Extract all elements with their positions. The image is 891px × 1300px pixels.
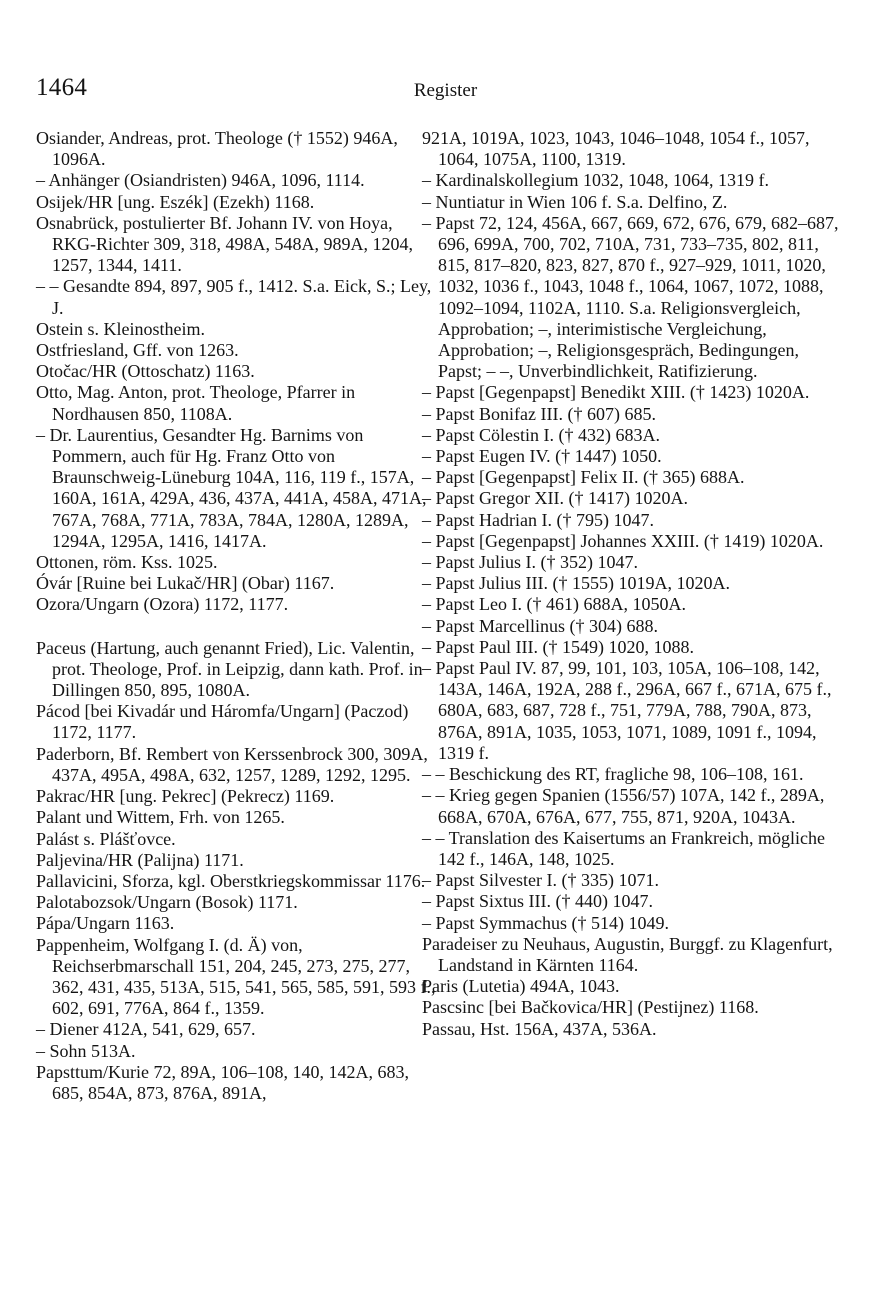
index-entry: – – Gesandte 894, 897, 905 f., 1412. S.a. Eick, S.; Ley, J. [36, 276, 432, 318]
index-entry: Otočac/HR (Ottoschatz) 1163. [36, 361, 255, 382]
index-entry: – Papst Leo I. († 461) 688A, 1050A. [422, 594, 686, 615]
index-entry: Palotabozsok/Ungarn (Bosok) 1171. [36, 892, 298, 913]
index-entry: Paceus (Hartung, auch genannt Fried), Lic. Valentin, prot. Theologe, Prof. in Leipzig, dann kath. Prof. in Dillingen 850, 895, 1080A. [36, 637, 423, 701]
index-entry: – Sohn 513A. [36, 1040, 136, 1061]
index-entry: – – Beschickung des RT, fragliche 98, 106–108, 161. [422, 764, 804, 785]
index-entry: Óvár [Ruine bei Lukač/HR] (Obar) 1167. [36, 573, 335, 594]
index-entry: Paradeiser zu Neuhaus, Augustin, Burggf. zu Klagenfurt, Landstand in Kärnten 1164. [422, 933, 833, 975]
index-entry: – Papst Cölestin I. († 432) 683A. [422, 424, 660, 445]
right-column [422, 128, 842, 1040]
index-entry: Osnabrück, postulierter Bf. Johann IV. von Hoya, RKG-Richter 309, 318, 498A, 548A, 989A, 1204, 1257, 1344, 1411. [36, 212, 413, 276]
index-entry: – Papst [Gegenpapst] Felix II. († 365) 688A. [422, 467, 745, 488]
index-entry: Ostein s. Kleinostheim. [36, 318, 205, 339]
index-entry: – Papst Sixtus III. († 440) 1047. [422, 891, 653, 912]
index-entry: – Papst Silvester I. († 335) 1071. [422, 870, 659, 891]
index-entry: – Kardinalskollegium 1032, 1048, 1064, 1319 f. [422, 170, 769, 191]
index-entry: Ozora/Ungarn (Ozora) 1172, 1177. [36, 594, 289, 615]
index-entry: Pascsinc [bei Bačkovica/HR] (Pestijnez) 1168. [422, 997, 759, 1018]
index-entry: Osijek/HR [ung. Eszék] (Ezekh) 1168. [36, 191, 315, 212]
index-entry: Paljevina/HR (Palijna) 1171. [36, 849, 244, 870]
index-entry: – Papst Paul IV. 87, 99, 101, 103, 105A, 106–108, 142, 143A, 146A, 192A, 288 f., 296A, 667 f., 671A, 675 f., 680A, 683, 687, 728 f., 751, 779A, 788, 790A, 873, 876A, 891A, 1035, 1053, 1071, 1089, 1091 f., 1094, 1319 f. [422, 658, 832, 763]
index-entry: 921A, 1019A, 1023, 1043, 1046–1048, 1054 f., 1057, 1064, 1075A, 1100, 1319. [422, 128, 810, 170]
index-entry: Ostfriesland, Gff. von 1263. [36, 340, 239, 361]
index-entry: – Papst Julius III. († 1555) 1019A, 1020A. [422, 573, 730, 594]
index-entry: – Diener 412A, 541, 629, 657. [36, 1019, 256, 1040]
index-entry: – Papst Bonifaz III. († 607) 685. [422, 403, 656, 424]
index-entry: – Anhänger (Osiandristen) 946A, 1096, 1114. [36, 170, 365, 191]
section-gap [36, 616, 436, 638]
index-entry: Palást s. Plášťovce. [36, 828, 176, 849]
index-entry: – – Krieg gegen Spanien (1556/57) 107A, 142 f., 289A, 668A, 670A, 676A, 677, 755, 871, 920A, 1043A. [422, 785, 825, 827]
index-entry: Ottonen, röm. Kss. 1025. [36, 552, 218, 573]
index-entry: Palant und Wittem, Frh. von 1265. [36, 807, 285, 828]
index-entry: – Papst 72, 124, 456A, 667, 669, 672, 676, 679, 682–687, 696, 699A, 700, 702, 710A, 731, 733–735, 802, 811, 815, 817–820, 823, 827, 870 f., 927–929, 1011, 1020, 1032, 1036 f., 1043, 1048 f., 1064, 1067, 1072, 1088, 1092–1094, 1102A, 1110. S.a. Religionsvergleich, Approbation; –, interimistische Vergleichung, Approbation; –, Religionsgespräch, Bedingungen, Papst; – –, Unverbindlichkeit, Ratifizierung. [422, 212, 839, 382]
index-entry: Papsttum/Kurie 72, 89A, 106–108, 140, 142A, 683, 685, 854A, 873, 876A, 891A, [36, 1061, 409, 1103]
index-entry: – Papst Gregor XII. († 1417) 1020A. [422, 488, 688, 509]
running-head: Register [413, 80, 478, 101]
index-entry: – Papst Paul III. († 1549) 1020, 1088. [422, 636, 694, 657]
index-entry: Paris (Lutetia) 494A, 1043. [422, 976, 620, 997]
page-number: 1464 [36, 74, 88, 101]
index-entry: Pakrac/HR [ung. Pekrec] (Pekrecz) 1169. [36, 786, 335, 807]
index-entry: Otto, Mag. Anton, prot. Theologe, Pfarrer in Nordhausen 850, 1108A. [36, 382, 356, 424]
index-entry: Pallavicini, Sforza, kgl. Oberstkriegskommissar 1176. [36, 870, 426, 891]
index-entry: Pappenheim, Wolfgang I. (d. Ä) von, Reichserbmarschall 151, 204, 245, 273, 275, 277, 362, 431, 435, 513A, 515, 541, 565, 585, 591, 593 f., 602, 691, 776A, 864 f., 1359. [36, 934, 436, 1019]
index-entry: – Dr. Laurentius, Gesandter Hg. Barnims von Pommern, auch für Hg. Franz Otto von Braunschweig-Lüneburg 104A, 116, 119 f., 157A, 160A, 161A, 429A, 436, 437A, 441A, 458A, 471A, 767A, 768A, 771A, 783A, 784A, 1280A, 1289A, 1294A, 1295A, 1416, 1417A. [36, 424, 427, 551]
index-entry: Paderborn, Bf. Rembert von Kerssenbrock 300, 309A, 437A, 495A, 498A, 632, 1257, 1289, 1292, 1295. [36, 743, 428, 785]
index-entry: – Nuntiatur in Wien 106 f. S.a. Delfino, Z. [422, 191, 728, 212]
index-entry: – Papst [Gegenpapst] Johannes XXIII. († 1419) 1020A. [422, 530, 824, 551]
index-entry: Passau, Hst. 156A, 437A, 536A. [422, 1018, 657, 1039]
index-entry: Osiander, Andreas, prot. Theologe († 1552) 946A, 1096A. [36, 128, 398, 170]
index-entry: – – Translation des Kaisertums an Frankreich, mögliche 142 f., 146A, 148, 1025. [422, 827, 825, 869]
index-entry: – Papst Marcellinus († 304) 688. [422, 615, 658, 636]
index-entry: – Papst Eugen IV. († 1447) 1050. [422, 446, 662, 467]
left-column [36, 128, 436, 1104]
index-entry: Pápa/Ungarn 1163. [36, 913, 175, 934]
index-entry: – Papst [Gegenpapst] Benedikt XIII. († 1423) 1020A. [422, 382, 810, 403]
index-entry: Pácod [bei Kivadár und Háromfa/Ungarn] (Paczod) 1172, 1177. [36, 701, 409, 743]
index-entry: – Papst Symmachus († 514) 1049. [422, 912, 669, 933]
index-entry: – Papst Julius I. († 352) 1047. [422, 552, 638, 573]
index-entry: – Papst Hadrian I. († 795) 1047. [422, 509, 654, 530]
